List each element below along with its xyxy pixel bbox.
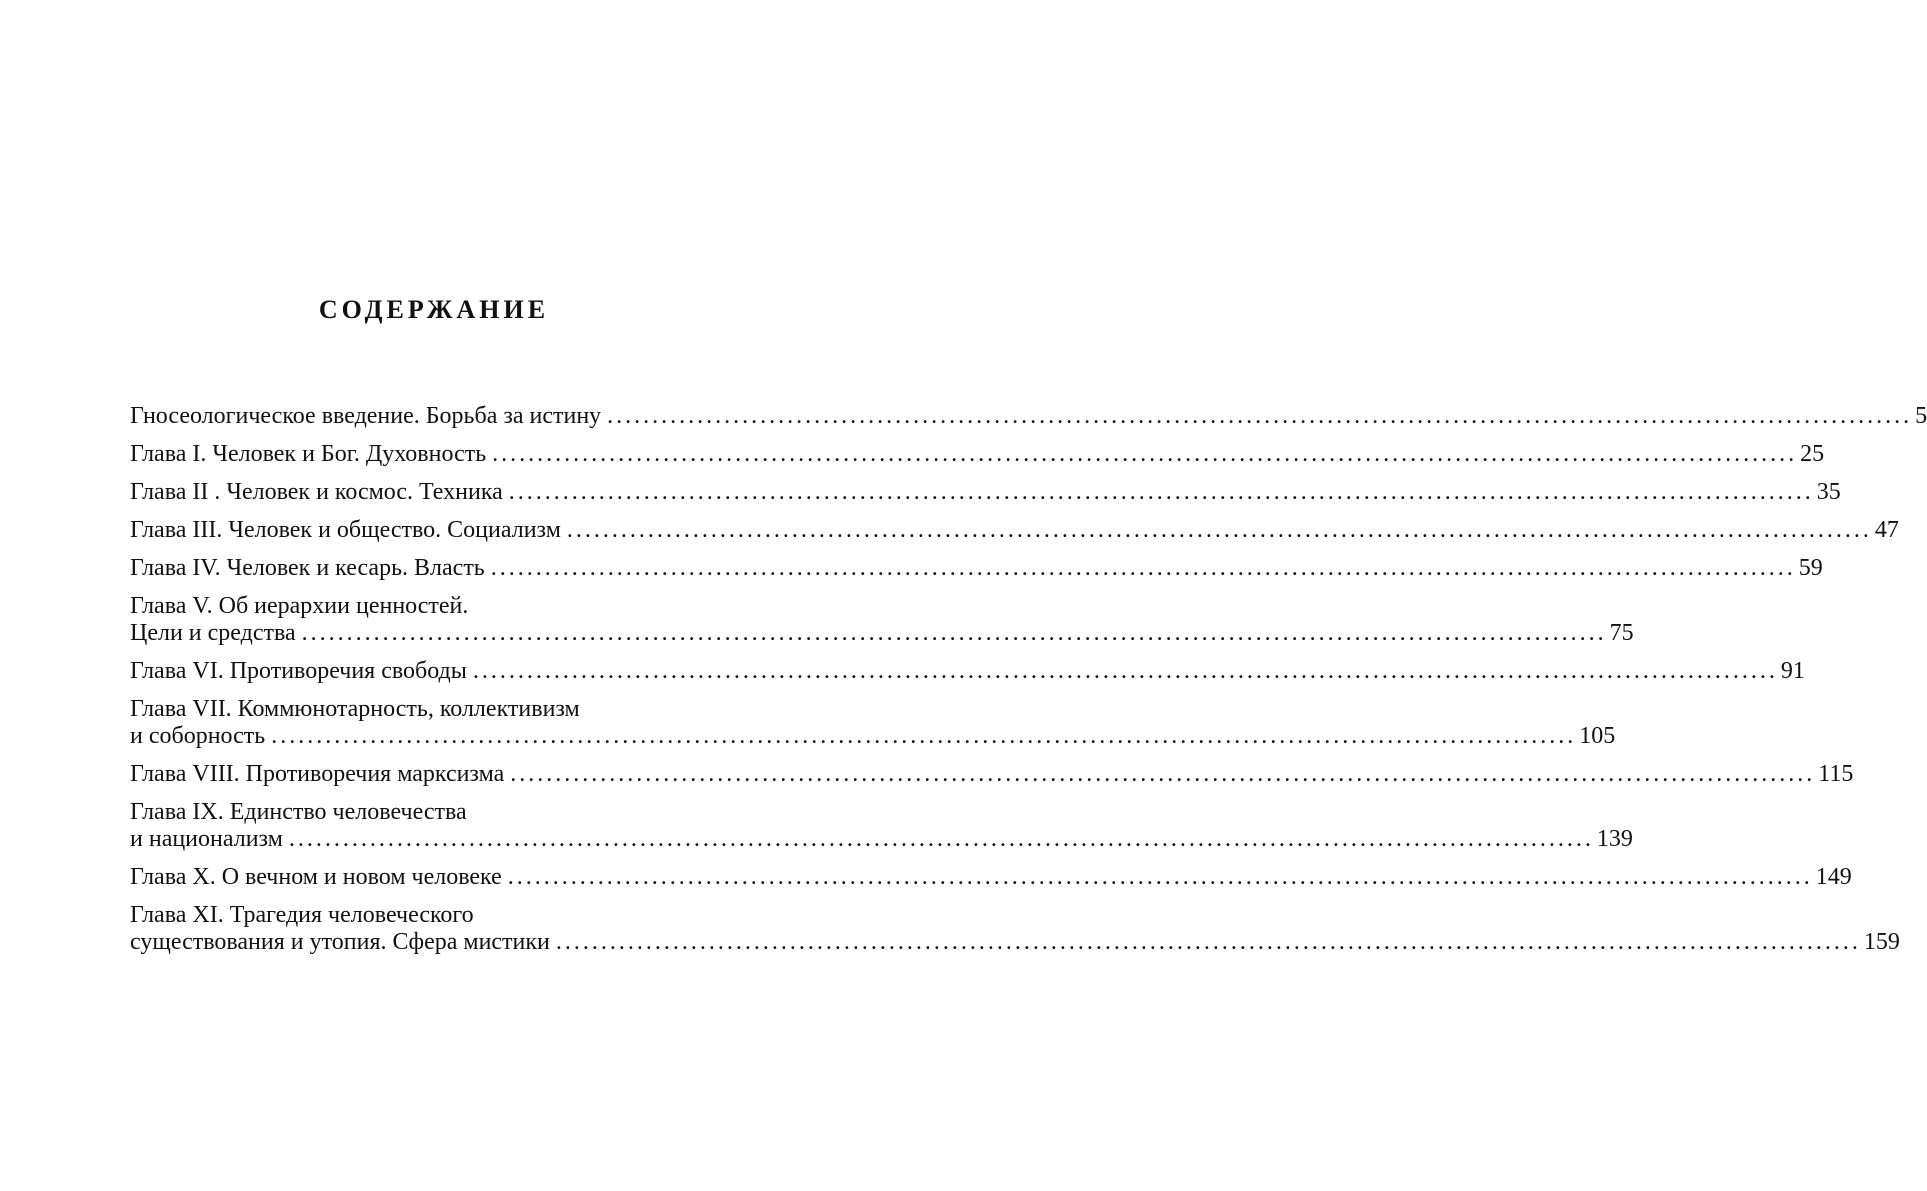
toc-entry-line bbox=[130, 479, 1841, 506]
toc-entry bbox=[130, 441, 1825, 468]
toc-entry-line bbox=[130, 403, 1927, 430]
dot-leader: ................................................................................................................................................. bbox=[271, 723, 1577, 749]
toc-entry-title: Глава VII. Коммюнотарность, коллективизм bbox=[130, 696, 580, 722]
toc-entry bbox=[130, 517, 1899, 544]
toc-entry-line bbox=[130, 696, 736, 723]
toc-page-number: 5 bbox=[1915, 403, 1927, 429]
toc-page-number: 47 bbox=[1874, 517, 1899, 543]
dot-leader: ................................................................................................................................................. bbox=[510, 761, 1816, 787]
toc-entry-title: Глава VIII. Противоречия марксизма bbox=[130, 761, 505, 787]
toc-page-number: 139 bbox=[1596, 826, 1633, 852]
toc-entry-line bbox=[130, 761, 1854, 788]
toc-entry-line bbox=[130, 658, 1805, 685]
toc-page-number: 159 bbox=[1863, 929, 1900, 955]
toc-entry bbox=[130, 761, 1854, 788]
toc-entry-title: и национализм bbox=[130, 826, 283, 852]
page-title: СОДЕРЖАНИЕ bbox=[318, 295, 550, 324]
toc-page-number: 105 bbox=[1579, 723, 1616, 749]
toc-page-number: 25 bbox=[1800, 441, 1825, 467]
toc-entry-line bbox=[130, 799, 736, 826]
toc-entry-title: существования и утопия. Сфера мистики bbox=[130, 929, 550, 955]
toc-entry-line bbox=[130, 723, 1616, 750]
toc-entry-line bbox=[130, 864, 1852, 891]
dot-leader: ................................................................................................................................................. bbox=[507, 864, 1813, 890]
toc-entry bbox=[130, 799, 1633, 853]
toc-entry bbox=[130, 555, 1823, 582]
toc-entry bbox=[130, 403, 1927, 430]
dot-leader: ................................................................................................................................................. bbox=[492, 441, 1798, 467]
toc-entry-line bbox=[130, 929, 1900, 956]
toc-entry-line bbox=[130, 620, 1634, 647]
toc-entry-line bbox=[130, 593, 736, 620]
dot-leader: ................................................................................................................................................. bbox=[288, 826, 1594, 852]
toc-page-number: 149 bbox=[1815, 864, 1852, 890]
toc-page-number: 75 bbox=[1609, 620, 1634, 646]
toc-entry-title: Гносеологическое введение. Борьба за истину bbox=[130, 403, 602, 429]
dot-leader: ................................................................................................................................................. bbox=[566, 517, 1872, 543]
toc-entry-line bbox=[130, 517, 1899, 544]
toc-entry-title: Глава IV. Человек и кесарь. Власть bbox=[130, 555, 485, 581]
toc-entry bbox=[130, 479, 1841, 506]
dot-leader: ................................................................................................................................................. bbox=[301, 620, 1607, 646]
toc-entry-title: Цели и средства bbox=[130, 620, 296, 646]
toc-entry bbox=[130, 658, 1805, 685]
toc-entry-line bbox=[130, 441, 1825, 468]
toc-entry-title: Глава XI. Трагедия человеческого bbox=[130, 902, 474, 928]
toc-entry bbox=[130, 696, 1616, 750]
toc-page-number: 35 bbox=[1816, 479, 1841, 505]
toc-page-number: 115 bbox=[1818, 761, 1854, 787]
toc-entry-line bbox=[130, 555, 1823, 582]
dot-leader: ................................................................................................................................................. bbox=[508, 479, 1814, 505]
toc-entry-title: Глава X. О вечном и новом человеке bbox=[130, 864, 502, 890]
dot-leader: ................................................................................................................................................. bbox=[607, 403, 1913, 429]
toc-entry-title: Глава VI. Противоречия свободы bbox=[130, 658, 467, 684]
toc-entry bbox=[130, 902, 1900, 956]
toc-entry-title: Глава I. Человек и Бог. Духовность bbox=[130, 441, 487, 467]
table-of-contents bbox=[130, 403, 1927, 967]
toc-page-number: 59 bbox=[1798, 555, 1823, 581]
toc-entry-title: Глава V. Об иерархии ценностей. bbox=[130, 593, 469, 619]
toc-entry-title: Глава III. Человек и общество. Социализм bbox=[130, 517, 561, 543]
toc-entry bbox=[130, 593, 1634, 647]
dot-leader: ................................................................................................................................................. bbox=[555, 929, 1861, 955]
toc-entry-title: Глава II . Человек и космос. Техника bbox=[130, 479, 503, 505]
toc-entry bbox=[130, 864, 1852, 891]
toc-entry-line bbox=[130, 826, 1633, 853]
toc-entry-title: и соборность bbox=[130, 723, 266, 749]
dot-leader: ................................................................................................................................................. bbox=[490, 555, 1796, 581]
toc-entry-line bbox=[130, 902, 736, 929]
toc-entry-title: Глава IX. Единство человечества bbox=[130, 799, 467, 825]
toc-page-number: 91 bbox=[1780, 658, 1805, 684]
dot-leader: ................................................................................................................................................. bbox=[472, 658, 1778, 684]
